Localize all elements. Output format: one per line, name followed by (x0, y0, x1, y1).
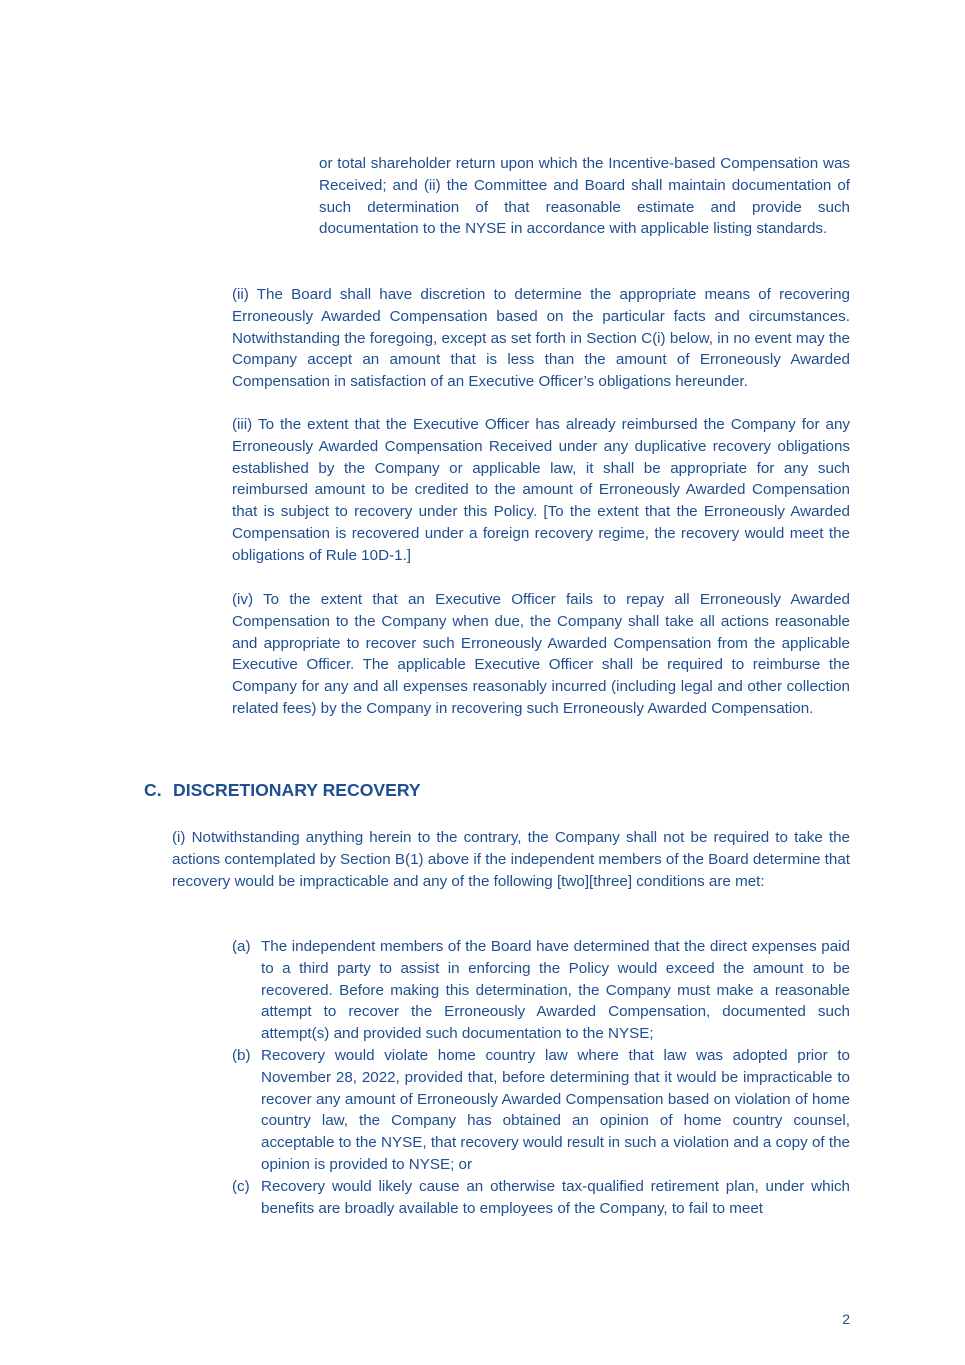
section-c-heading (144, 780, 421, 801)
page-number: 2 (842, 1311, 850, 1327)
conditions-list (232, 936, 850, 1219)
list-item-text: Recovery would violate home country law where that law was adopted prior to November 28, 2022, provided that, before determining that it would be impracticable to recover any amount of Erroneously Awarded Compensation based on violation of home country law, the Company has obtained an opinion of home country counsel, acceptable to the NYSE, that recovery would result in such a violation and a copy of the opinion is provided to NYSE; or (261, 1046, 850, 1173)
list-item (232, 936, 850, 1045)
list-item (232, 1045, 850, 1176)
section-c-paragraph-i: (i) Notwithstanding anything herein to the contrary, the Company shall not be required to take the actions contemplated by Section B(1) above if the independent members of the Board determine that recovery would be impracticable and any of the following [two][three] conditions are met: (172, 829, 850, 890)
paragraph-iii: (iii) To the extent that the Executive Officer has already reimbursed the Company for any Erroneously Awarded Compensation Received under any duplicative recovery obligations established by the Company or applicable law, it shall be appropriate for any such reimbursed amount to be credited to the amount of Erroneously Awarded Compensation that is subject to recovery under this Policy. [To the extent that the Erroneously Awarded Compensation is recovered under a foreign recovery regime, the recovery would meet the obligations of Rule 10D-1.] (232, 416, 850, 564)
list-item-text: Recovery would likely cause an otherwise tax-qualified retirement plan, under which benefits are broadly available to employees of the Company, to fail to meet (261, 1177, 850, 1217)
list-item-text: The independent members of the Board have determined that the direct expenses paid to a third party to assist in enforcing the Policy would exceed the amount to be recovered. Before making this determination, the Company must make a reasonable attempt to recover the Erroneously Awarded Compensation, documented such attempt(s) and provided such documentation to the NYSE; (261, 938, 850, 1043)
list-item-marker: (b) (232, 1046, 251, 1064)
paragraph-ii: (ii) The Board shall have discretion to determine the appropriate means of recovering Erroneously Awarded Compensation based on the particular facts and circumstances. Notwithstanding the foregoing, except as set forth in Section C(i) below, in no event may the Company accept an amount that is less than the amount of Erroneously Awarded Compensation in satisfaction of an Executive Officer’s obligations hereunder. (232, 286, 850, 391)
section-c-title: DISCRETIONARY RECOVERY (173, 780, 421, 800)
paragraph-iv: (iv) To the extent that an Executive Officer fails to repay all Erroneously Awarded Compensation to the Company when due, the Company shall take all actions reasonable and appropriate to recover such Erroneously Awarded Compensation from the applicable Executive Officer. The applicable Executive Officer shall be required to reimburse the Company for any and all expenses reasonably incurred (including legal and other collection related fees) by the Company in recovering such Erroneously Awarded Compensation. (232, 591, 850, 717)
list-item-marker: (a) (232, 938, 251, 955)
section-c-number: C. (144, 780, 162, 800)
list-item (232, 1176, 850, 1220)
continuation-paragraph: or total shareholder return upon which the Incentive-based Compensation was Received; and (ii) the Committee and Board shall maintain documentation of such determination of that reasonable estimate and provide such documentation to the NYSE in accordance with applicable listing standards. (319, 155, 850, 238)
list-item-marker: (c) (232, 1177, 250, 1195)
